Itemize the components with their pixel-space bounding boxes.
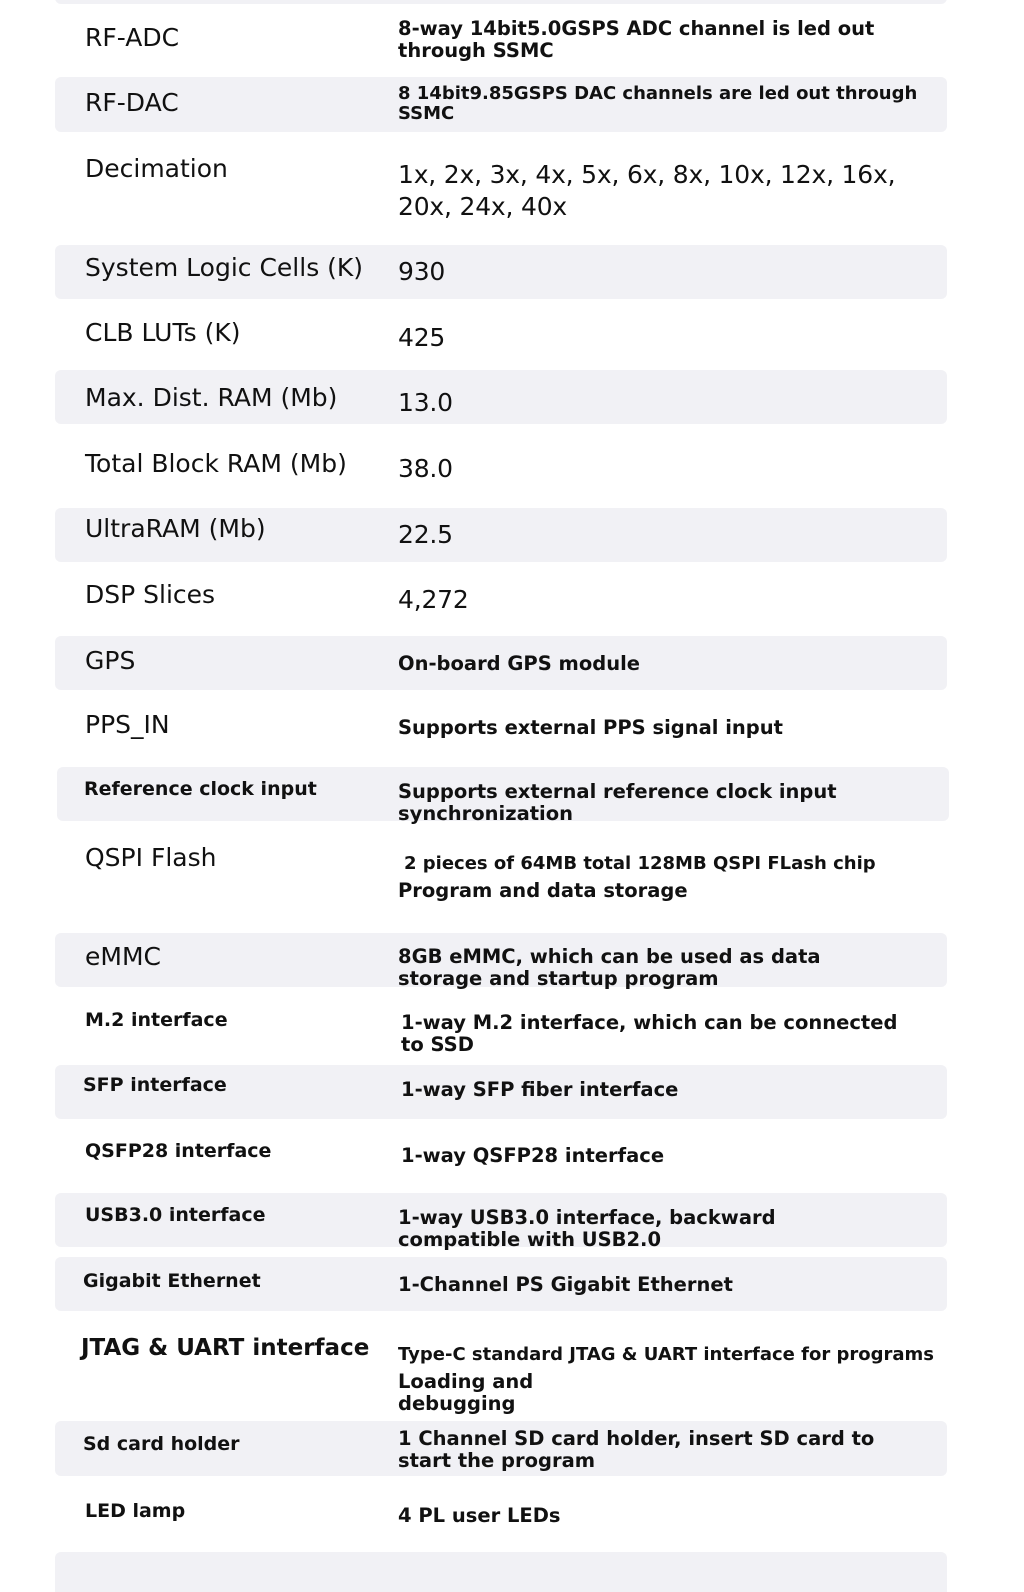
- spec-row: [55, 1421, 947, 1476]
- spec-row: [55, 14, 947, 70]
- spec-label: SFP interface: [83, 1074, 227, 1096]
- spec-row: [55, 245, 947, 299]
- spec-label: Decimation: [85, 154, 228, 183]
- spec-row: [55, 1488, 947, 1546]
- spec-value: 4 PL user LEDs: [398, 1504, 561, 1527]
- spec-row: [55, 1322, 947, 1418]
- spec-row: [55, 570, 947, 630]
- spec-label: JTAG & UART interface: [81, 1335, 370, 1361]
- spec-row: [55, 700, 947, 760]
- spec-row: [55, 1000, 947, 1062]
- spec-label: USB3.0 interface: [85, 1204, 266, 1226]
- spec-label: QSPI Flash: [85, 843, 217, 872]
- spec-row: [55, 1065, 947, 1119]
- spec-value: Supports external reference clock input synchronization: [398, 780, 837, 825]
- spec-value: 38.0: [398, 454, 453, 483]
- spec-row: [55, 437, 947, 497]
- partial-row-top: [55, 0, 947, 4]
- spec-row: [55, 1257, 947, 1311]
- spec-value: 13.0: [398, 388, 453, 417]
- spec-row: [55, 77, 947, 132]
- spec-value-line2: Program and data storage: [398, 879, 688, 902]
- spec-row: [55, 145, 947, 237]
- spec-row: [55, 636, 947, 690]
- spec-label: LED lamp: [85, 1500, 186, 1522]
- spec-value: 4,272: [398, 585, 469, 614]
- spec-row: [55, 1193, 947, 1251]
- spec-label: eMMC: [85, 942, 161, 971]
- spec-value: Supports external PPS signal input: [398, 716, 783, 739]
- spec-label: GPS: [85, 646, 136, 675]
- spec-label: RF-ADC: [85, 23, 180, 52]
- spec-row: [57, 767, 949, 825]
- spec-label: PPS_IN: [85, 710, 170, 739]
- spec-row: [55, 308, 947, 364]
- spec-value: 8 14bit9.85GSPS DAC channels are led out through SSMC: [398, 83, 918, 125]
- spec-label: Sd card holder: [83, 1433, 240, 1455]
- spec-label: UltraRAM (Mb): [85, 514, 266, 543]
- spec-value: 1-way M.2 interface, which can be connected to SSD: [401, 1011, 898, 1056]
- spec-value: 1-way USB3.0 interface, backward compatible with USB2.0: [398, 1206, 776, 1251]
- spec-label: CLB LUTs (K): [85, 318, 241, 347]
- spec-label: M.2 interface: [85, 1009, 228, 1031]
- spec-label: System Logic Cells (K): [85, 253, 364, 282]
- spec-value: 1 Channel SD card holder, insert SD card to start the program: [398, 1427, 875, 1472]
- spec-row: [55, 508, 947, 562]
- spec-value: 8-way 14bit5.0GSPS ADC channel is led out through SSMC: [398, 17, 875, 62]
- spec-row: [55, 933, 947, 990]
- spec-value: Type-C standard JTAG & UART interface for programs: [398, 1344, 935, 1365]
- spec-value: 1-way SFP fiber interface: [401, 1078, 679, 1101]
- spec-value: 930: [398, 257, 446, 286]
- spec-value: 1x, 2x, 3x, 4x, 5x, 6x, 8x, 10x, 12x, 16x, 20x, 24x, 40x: [398, 160, 896, 221]
- spec-label: DSP Slices: [85, 580, 216, 609]
- spec-label: QSFP28 interface: [85, 1140, 272, 1162]
- spec-row: [55, 832, 947, 928]
- partial-row-bottom: [55, 1552, 947, 1592]
- spec-value: 1-Channel PS Gigabit Ethernet: [398, 1273, 733, 1296]
- spec-label: Total Block RAM (Mb): [85, 449, 347, 478]
- spec-value: 2 pieces of 64MB total 128MB QSPI FLash chip: [404, 853, 876, 874]
- spec-value: On-board GPS module: [398, 652, 641, 675]
- spec-row: [55, 1130, 947, 1188]
- spec-label: Reference clock input: [84, 778, 317, 800]
- spec-row: [55, 370, 947, 424]
- spec-value-line2: Loading and debugging: [398, 1370, 534, 1415]
- spec-value: 425: [398, 323, 446, 352]
- spec-label: Max. Dist. RAM (Mb): [85, 383, 338, 412]
- spec-label: Gigabit Ethernet: [83, 1270, 261, 1292]
- spec-value: 8GB eMMC, which can be used as data storage and startup program: [398, 945, 821, 990]
- spec-value: 22.5: [398, 520, 453, 549]
- spec-value: 1-way QSFP28 interface: [401, 1144, 665, 1167]
- spec-label: RF-DAC: [85, 88, 179, 117]
